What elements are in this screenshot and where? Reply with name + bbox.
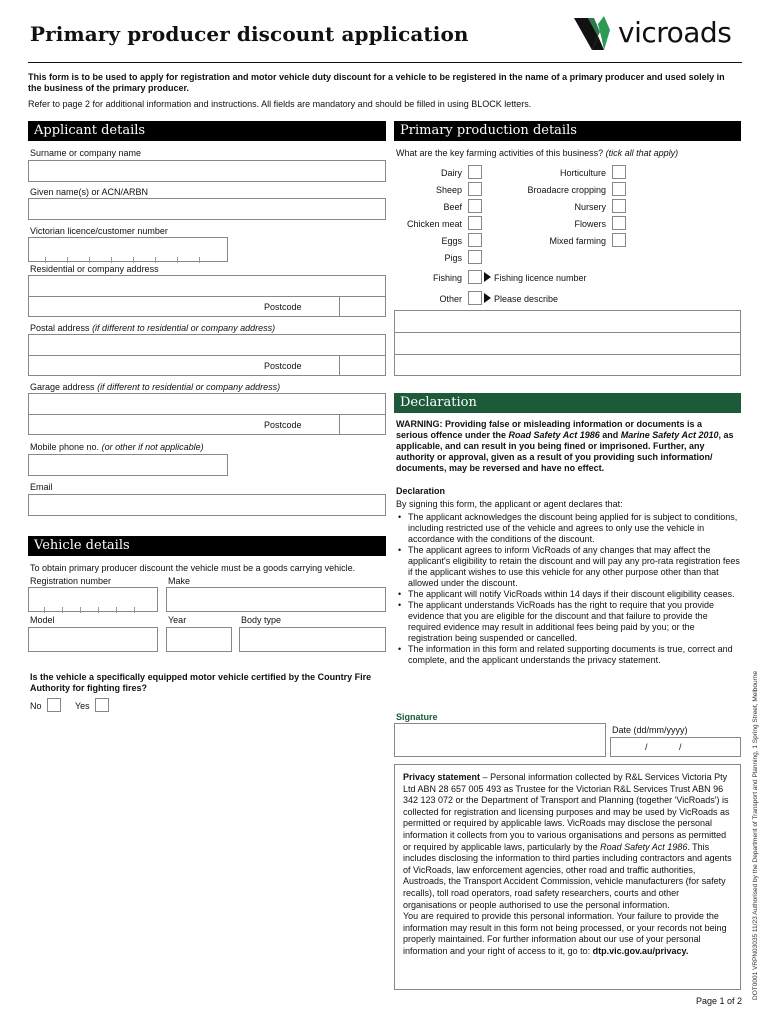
eggs-checkbox[interactable]	[468, 233, 482, 247]
email-label: Email	[30, 482, 53, 492]
primary-production-header: Primary production details	[394, 121, 741, 141]
yes-label: Yes	[75, 701, 90, 711]
garage-postcode-label: Postcode	[264, 420, 302, 430]
surname-field[interactable]	[28, 160, 386, 182]
privacy-statement-box	[394, 764, 741, 990]
other-label: Other	[439, 294, 462, 304]
intro-text: This form is to be used to apply for registration and motor vehicle duty discount for a vehicle to be registered in the name of a primary producer and used solely in the business of the primary producer.	[28, 72, 725, 93]
refer-text: Refer to page 2 for additional information and instructions. All fields are mandatory and should be filled in using BLOCK letters.	[28, 99, 532, 109]
vehicle-note: To obtain primary producer discount the vehicle must be a goods carrying vehicle.	[30, 563, 356, 573]
sheep-label: Sheep	[435, 185, 462, 195]
signature-field[interactable]	[394, 723, 606, 757]
model-label: Model	[30, 615, 55, 625]
eggs-label: Eggs	[441, 236, 462, 246]
privacy-link[interactable]: dtp.vic.gov.au/privacy	[592, 945, 686, 956]
cfa-question: Is the vehicle a specifically equipped motor vehicle certified by the Country Fire Authority for fighting fires?	[30, 672, 372, 693]
declaration-intro: By signing this form, the applicant or agent declares that:	[396, 499, 623, 509]
year-label: Year	[168, 615, 187, 625]
chicken-meat-label: Chicken meat	[406, 219, 462, 229]
declaration-item: • The information in this form and related supporting documents is true, correct and complete, and the applicant understands the privacy statement.	[396, 644, 740, 666]
logo-text: vicroads	[618, 16, 732, 49]
declaration-subheading: Declaration	[396, 486, 446, 496]
page-title: Primary producer discount application	[30, 22, 469, 46]
declaration-list	[396, 512, 740, 666]
given-name-field[interactable]	[28, 198, 386, 220]
licence-label: Victorian licence/customer number	[30, 226, 168, 236]
body-type-field[interactable]	[239, 627, 386, 652]
applicant-details-header: Applicant details	[28, 121, 386, 141]
surname-label: Surname or company name	[30, 148, 142, 158]
nursery-checkbox[interactable]	[612, 199, 626, 213]
farming-question: What are the key farming activities of this business? (tick all that apply)	[396, 148, 679, 158]
mixed-farming-label: Mixed farming	[549, 236, 606, 246]
date-field[interactable]	[610, 737, 741, 757]
declaration-item: • The applicant acknowledges the discount being applied for is subject to conditions, including restricted use of the vehicle and agrees to only use the vehicle in accordance with the conditions of the discount.	[396, 512, 740, 545]
beef-checkbox[interactable]	[468, 199, 482, 213]
chicken-meat-checkbox[interactable]	[468, 216, 482, 230]
header-rule	[28, 62, 742, 63]
declaration-item: • The applicant agrees to inform VicRoads of any changes that may affect the applicant's eligibility to retain the discount and will pay any pro-rata registration fees if the applicant wishes to use this vehicle for any other purpose other than that allowed under the discount.	[396, 545, 740, 589]
cfa-yes-checkbox[interactable]	[95, 698, 109, 712]
beef-label: Beef	[443, 202, 462, 212]
garage-label: Garage address (if different to residential or company address)	[30, 382, 281, 392]
fishing-licence-label: Fishing licence number	[494, 273, 587, 283]
licence-field[interactable]	[28, 237, 228, 262]
make-label: Make	[168, 576, 191, 586]
date-separator: /	[679, 742, 682, 752]
horticulture-checkbox[interactable]	[612, 165, 626, 179]
mobile-label: Mobile phone no. (or other if not applicable)	[30, 442, 204, 452]
year-field[interactable]	[166, 627, 232, 652]
flowers-checkbox[interactable]	[612, 216, 626, 230]
pigs-label: Pigs	[444, 253, 462, 263]
registration-field[interactable]	[28, 587, 158, 612]
residential-address-field[interactable]	[28, 275, 386, 317]
flowers-label: Flowers	[574, 219, 606, 229]
registration-label: Registration number	[30, 576, 112, 586]
postal-postcode-label: Postcode	[264, 361, 302, 371]
make-field[interactable]	[166, 587, 386, 612]
dairy-checkbox[interactable]	[468, 165, 482, 179]
sheep-checkbox[interactable]	[468, 182, 482, 196]
please-describe-label: Please describe	[494, 294, 559, 304]
postal-address-field[interactable]	[28, 334, 386, 376]
vertical-footer-text: DOT0001 VRPN03035 11/23 Authorised by the Department of Transport and Planning, 1 Spring Street, Melbourne	[752, 670, 759, 1000]
residential-postcode-label: Postcode	[264, 302, 302, 312]
email-field[interactable]	[28, 494, 386, 516]
fishing-label: Fishing	[432, 273, 462, 283]
horticulture-label: Horticulture	[559, 168, 606, 178]
broadacre-checkbox[interactable]	[612, 182, 626, 196]
body-type-label: Body type	[241, 615, 282, 625]
privacy-paragraph-1: Privacy statement – Personal information collected by R&L Services Victoria Pty Ltd ABN 28 657 005 493 as Trustee for the Victorian R&L Services Trust ABN 96 342 123 072 or the Department of Transport and Planning (together 'VicRoads') is collected for registration and licensing purposes and may be used by VicRoads as permitted or required by applicable laws. VicRoads may disclose the personal information it collects from you to various organisations and persons as permitted or required by applicable laws, particularly by the Road Safety Act 1986. This includes disclosing the information to third parties including contractors and agents of VicRoads, law enforcement agencies, other road and traffic authorities, Austroads, the Transport Accident Commission, vehicle manufacturers (for safety recalls), toll road operators, road safety researchers, courts and other organisations or people authorised to use the personal information.	[403, 772, 732, 910]
garage-address-field[interactable]	[28, 393, 386, 435]
arrow-right-icon	[484, 293, 491, 303]
no-label: No	[30, 701, 42, 711]
declaration-item: • The applicant will notify VicRoads within 14 days if their discount eligibility ceases.	[396, 589, 740, 600]
date-separator: /	[645, 742, 648, 752]
other-checkbox[interactable]	[468, 291, 482, 305]
cfa-no-checkbox[interactable]	[47, 698, 61, 712]
vehicle-details-header: Vehicle details	[28, 536, 386, 556]
dairy-label: Dairy	[440, 168, 462, 178]
privacy-paragraph-2: You are required to provide this personal information. Your failure to provide the information may result in this form not being processed, or your records not being properly maintained. For further information about our use of your personal information and your right of access to it, go to: dtp.vic.gov.au/privacy.	[403, 911, 727, 956]
fishing-checkbox[interactable]	[468, 270, 482, 284]
mobile-field[interactable]	[28, 454, 228, 476]
given-name-label: Given name(s) or ACN/ARBN	[30, 187, 149, 197]
broadacre-label: Broadacre cropping	[527, 185, 606, 195]
mixed-farming-checkbox[interactable]	[612, 233, 626, 247]
nursery-label: Nursery	[574, 202, 606, 212]
arrow-right-icon	[484, 272, 491, 282]
residential-label: Residential or company address	[30, 264, 159, 274]
page-number: Page 1 of 2	[696, 996, 743, 1006]
vicroads-logo-icon	[574, 14, 618, 54]
model-field[interactable]	[28, 627, 158, 652]
other-describe-field[interactable]	[394, 310, 741, 376]
postal-label: Postal address (if different to residential or company address)	[30, 323, 276, 333]
declaration-warning: WARNING: Providing false or misleading information or documents is a serious offence under the Road Safety Act 1986 and Marine Safety Act 2010, as applicable, and can result in you being fined or imprisoned. Further, any authority or approval, given as a result of you providing such information/ documents, may be reversed and have no effect.	[396, 419, 734, 473]
pigs-checkbox[interactable]	[468, 250, 482, 264]
declaration-header: Declaration	[394, 393, 741, 413]
vicroads-logo	[574, 14, 744, 54]
date-label: Date (dd/mm/yyyy)	[612, 725, 688, 735]
declaration-item: • The applicant understands VicRoads has the right to require that you provide evidence that you are eligible for the discount and that failure to provide the required evidence may result in additional fees being paid by you; or the registration being suspended or cancelled.	[396, 600, 740, 644]
signature-label: Signature	[396, 712, 438, 722]
